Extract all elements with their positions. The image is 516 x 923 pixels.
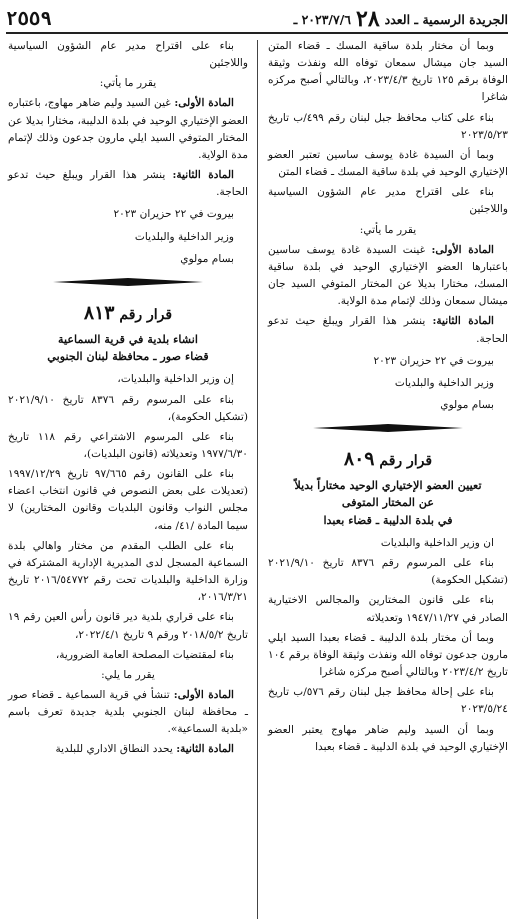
article-2 [268,313,508,347]
paragraph: إن وزير الداخلية والبلديات، [117,373,234,386]
article-text: غين السيد وليم ضاهر مهاوج، باعتباره العضو الإختياري الوحيد في بلدة الدليبة، مختارا بديلا عن المختار المتوفي السيد ايلي مارون جدعون وذلك لإتمام مدة الولاية. [8,97,248,161]
minister-title: وزير الداخلية والبلديات [394,376,494,389]
decides-heading: يقرر ما يأتي: [99,77,157,90]
paragraph: بناء على إحالة محافظ جبل لبنان رقم ٥٧٦/ب تاريخ ٢٠٢٣/٥/٢٤ [268,686,508,716]
journal-title-block [294,6,508,32]
article-1 [268,242,508,311]
decision-title [268,477,508,529]
minister-name: بسام مولوي [180,252,234,265]
place-date: بيروت في ٢٢ حزيران ٢٠٢٣ [373,354,494,367]
paragraph: بناء على اقتراح مدير عام الشؤون السياسية واللاجئين [268,186,508,216]
minister-title: وزير الداخلية والبلديات [134,230,234,243]
paragraph: بناء على قانون المختارين والمجالس الاختيارية الصادر في ١٩٤٧/١١/٢٧ وتعديلاته [268,594,508,624]
decision-number [8,298,248,329]
article-2 [8,167,248,201]
page-header [6,6,508,34]
paragraph: بناء لمقتضيات المصلحة العامة الضرورية، [55,648,234,661]
decision-label: قرار رقم [379,453,433,470]
decides-heading: يقرر ما يأتي: [359,223,417,236]
article-2 [8,741,248,758]
article-label: المادة الأولى: [431,243,494,256]
place-date: بيروت في ٢٢ حزيران ٢٠٢٣ [113,208,234,221]
article-text: ينشر هذا القرار ويبلغ حيث تدعو الحاجة. [268,315,508,345]
paragraph: بناء على المرسوم رقم ٨٣٧٦ تاريخ ٢٠٢١/٩/١٠ (تشكيل الحكومة) [268,557,508,587]
paragraph: وبما أن مختار بلدة ساقية المسك ـ قضاء المتن السيد جان ميشال سمعان توفاه الله ونفذت وثيقة الوفاة برقم ١٢٥ تاريخ ٢٠٢٣/٤/٣، وبالتالي أصبح مركزه شاغرا [268,40,508,104]
article-label: المادة الثانية: [432,315,494,328]
paragraph: بناء على الطلب المقدم من مختار واهالي بلدة السماعية المسجل لدى المديرية الإدارية المشتركة في وزارة الداخلية والبلديات تحت رقم ٢٠١٦/٥٤٧٧٢ تاريخ ٢٠١٦/٣/٢١، [8,539,249,604]
paragraph: بناء على قراري بلدية دير قانون رأس العين رقم ١٩ تاريخ ٢٠١٨/٥/٢ ورقم ٩ تاريخ ٢٠٢٢/٤/١، [8,611,248,641]
decision-title-line: قضاء صور ـ محافظة لبنان الجنوبي [47,349,209,363]
article-1 [8,95,248,164]
decision-title-line: عن المختار المتوفى [341,495,435,510]
decision-title-line: انشاء بلدية في قرية السماعية [58,331,198,346]
page-number: ٢٥٥٩ [6,8,52,30]
article-text: يحدد النطاق الاداري للبلدية [55,743,173,756]
article-text: ينشر هذا القرار ويبلغ حيث تدعو الحاجة. [8,169,248,199]
decision-label: قرار رقم [119,306,173,323]
decision-title-line: في بلدة الدليبة ـ قضاء بعبدا [323,512,453,527]
paragraph: بناء على اقتراح مدير عام الشؤون السياسية واللاجئين [8,40,248,70]
paragraph: وبما أن السيدة غادة يوسف ساسين تعتبر العضو الإختياري الوحيد في بلدة ساقية المسك ـ قضاء المتن [268,148,508,179]
journal-title: الجريدة الرسمية ـ العدد [384,11,508,27]
article-text: غينت السيدة غادة يوسف ساسين باعتبارها العضو الإختياري الوحيد في بلدة ساقية المسك، مختارا بديلا عن المختار المتوفي السيد جان ميشال سمعان وذلك لإتمام مدة الولاية. [268,243,508,308]
paragraph: بناء على المرسوم رقم ٨٣٧٦ تاريخ ٢٠٢١/٩/١٠ (تشكيل الحكومة)، [8,393,248,423]
article-label: المادة الثانية: [172,169,234,182]
issue-number: ٢٨ [356,6,380,32]
section-divider [8,278,248,286]
decision-title-line: تعيين العضو الإختياري الوحيد مختاراً بديلاً [294,477,482,492]
issue-date: ٢٠٢٣/٧/٦ ـ [293,11,351,27]
decision-number-value: ٨٠٩ [343,448,375,471]
column-divider [257,40,258,919]
minister-name: بسام مولوي [440,398,494,411]
article-text: تنشأ في قرية السماعية ـ قضاء صور ـ محافظة لبنان الجنوبي بلدية جديدة تعرف باسم «بلدية السماعية». [8,689,248,736]
paragraph: بناء على المرسوم الاشتراعي رقم ١١٨ تاريخ ١٩٧٧/٦/٣٠ وتعديلاته (قانون البلديات)، [8,430,248,460]
paragraph: ان وزير الداخلية والبلديات [380,536,494,549]
decides-heading: يقرر ما يلي: [101,668,155,681]
article-1 [8,687,248,738]
paragraph: بناء على كتاب محافظ جبل لبنان رقم ٤٩٩/ب تاريخ ٢٠٢٣/٥/٢٣ [268,111,508,141]
article-label: المادة الثانية: [176,743,234,756]
paragraph: بناء على القانون رقم ٩٧/٦٦٥ تاريخ ١٩٩٧/١٢/٢٩ (تعديلات على بعض النصوص في قانون انتخاب اعضاء مجلس النواب وقانون البلديات وقانون المختارين) لا سيما المادة /٤١/ منه، [8,468,248,532]
paragraph: وبما أن السيد وليم ضاهر مهاوج يعتبر العضو الإختياري الوحيد في بلدة الدليبة ـ قضاء بعبدا [268,723,508,753]
left-column [8,38,248,762]
decision-number-value: ٨١٣ [83,301,115,324]
section-divider [268,424,508,432]
article-label: المادة الأولى: [173,689,234,702]
right-column [268,38,508,759]
article-label: المادة الأولى: [174,97,234,110]
decision-number [268,444,508,475]
paragraph: وبما أن مختار بلدة الدليبة ـ قضاء بعبدا السيد ايلي مارون جدعون توفاه الله ونفذت وثيقة الوفاة برقم ١٠٤ تاريخ ٢٠٢٣/٤/٢ وبالتالي أصبح مركزه شاغرا [268,631,508,679]
decision-title [8,331,248,366]
